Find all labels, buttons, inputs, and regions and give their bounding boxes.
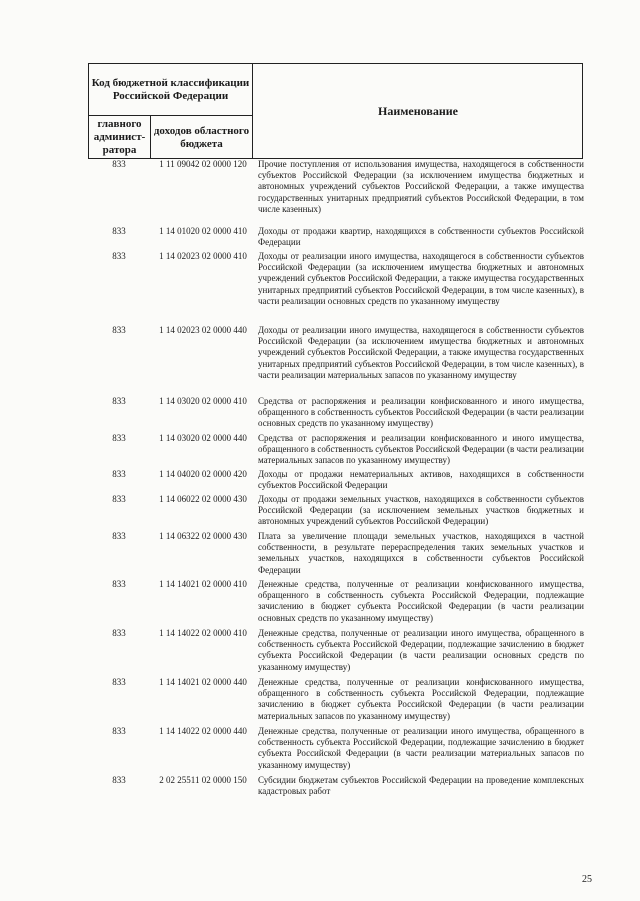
name-cell: Прочие поступления от использования имущества, находящегося в собственности субъектов Российской Федерации (за исключением имущества бюджетных и автономных учреждений субъектов Российской Федерации, а также имущества государственных унитарных предприятий субъектов Российской Федерации, в том числе казенных) bbox=[258, 159, 584, 214]
header-name-column: Наименование bbox=[378, 103, 458, 118]
table-body bbox=[88, 159, 586, 801]
table-row bbox=[88, 628, 586, 677]
name-cell: Доходы от реализации иного имущества, находящегося в собственности субъектов Российской Федерации (за исключением имущества бюджетных и автономных учреждений субъектов Российской Федерации, а также имущества государственных унитарных предприятий субъектов Российской Федерации, в том числе казенных), в части реализации материальных запасов по указанному имуществу bbox=[258, 325, 584, 380]
table-header bbox=[88, 63, 583, 159]
admin-code-cell: 833 bbox=[112, 531, 126, 541]
income-code-cell: 1 14 14022 02 0000 410 bbox=[159, 628, 247, 638]
income-code-cell: 1 14 14022 02 0000 440 bbox=[159, 726, 247, 736]
page-number: 25 bbox=[582, 874, 592, 885]
income-code-cell: 1 14 02023 02 0000 440 bbox=[159, 325, 247, 335]
income-code-cell: 1 14 14021 02 0000 440 bbox=[159, 677, 247, 687]
admin-code-cell: 833 bbox=[112, 325, 126, 335]
name-cell: Денежные средства, полученные от реализации конфискованного имущества, обращенного в собственность субъекта Российской Федерации, подлежащие зачислению в бюджет субъекта Российской Федерации (в части реализации основных средств по указанному имуществу) bbox=[258, 579, 584, 623]
admin-code-cell: 833 bbox=[112, 396, 126, 406]
admin-code-cell: 833 bbox=[112, 251, 126, 261]
header-admin-column: главного админист-ратора bbox=[89, 116, 151, 159]
name-cell: Средства от распоряжения и реализации конфискованного и иного имущества, обращенного в собственность субъектов Российской Федерации (в части реализации материальных запасов по указанному имуществу) bbox=[258, 433, 584, 466]
table-row bbox=[88, 251, 586, 325]
name-cell: Доходы от продажи нематериальных активов, находящихся в собственности субъектов Российской Федерации bbox=[258, 469, 584, 491]
income-code-cell: 1 14 01020 02 0000 410 bbox=[159, 226, 247, 236]
income-code-cell: 1 11 09042 02 0000 120 bbox=[159, 159, 247, 169]
name-cell: Доходы от продажи земельных участков, находящихся в собственности субъектов Российской Федерации (за исключением земельных участков бюджетных и автономных учреждений субъектов Российской Федерации) bbox=[258, 494, 584, 527]
table-row bbox=[88, 677, 586, 726]
income-code-cell: 1 14 04020 02 0000 420 bbox=[159, 469, 247, 479]
name-cell: Доходы от продажи квартир, находящихся в собственности субъектов Российской Федерации bbox=[258, 226, 584, 248]
table-row bbox=[88, 469, 586, 494]
header-code-group: Код бюджетной классификации Российской Федерации bbox=[89, 64, 253, 116]
table-row bbox=[88, 494, 586, 531]
admin-code-cell: 833 bbox=[112, 775, 126, 785]
name-cell: Денежные средства, полученные от реализации иного имущества, обращенного в собственность субъекта Российской Федерации, подлежащие зачислению в бюджет субъекта Российской Федерации (в части реализации основных средств по указанному имуществу) bbox=[258, 628, 584, 672]
income-code-cell: 1 14 03020 02 0000 440 bbox=[159, 433, 247, 443]
admin-code-cell: 833 bbox=[112, 677, 126, 687]
name-cell: Плата за увеличение площади земельных участков, находящихся в частной собственности, в результате перераспределения таких земельных участков и земельных участков, находящихся в собственности субъектов Российской Федерации bbox=[258, 531, 584, 575]
admin-code-cell: 833 bbox=[112, 469, 126, 479]
header-income-column: доходов областного бюджета bbox=[151, 116, 253, 159]
admin-code-cell: 833 bbox=[112, 494, 126, 504]
income-code-cell: 1 14 03020 02 0000 410 bbox=[159, 396, 247, 406]
table-row bbox=[88, 159, 586, 226]
name-cell: Субсидии бюджетам субъектов Российской Федерации на проведение комплексных кадастровых работ bbox=[258, 775, 584, 797]
income-code-cell: 1 14 06322 02 0000 430 bbox=[159, 531, 247, 541]
table-row bbox=[88, 579, 586, 628]
admin-code-cell: 833 bbox=[112, 579, 126, 589]
admin-code-cell: 833 bbox=[112, 159, 126, 169]
name-cell: Доходы от реализации иного имущества, находящегося в собственности субъектов Российской Федерации (за исключением имущества бюджетных и автономных учреждений субъектов Российской Федерации, а также имущества государственных унитарных предприятий субъектов Российской Федерации, в том числе казенных), в части реализации основных средств по указанному имуществу bbox=[258, 251, 584, 306]
name-cell: Денежные средства, полученные от реализации иного имущества, обращенного в собственность субъекта Российской Федерации, подлежащие зачислению в бюджет субъекта Российской Федерации (в части реализации материальных запасов по указанному имуществу) bbox=[258, 726, 584, 770]
table-row bbox=[88, 396, 586, 433]
income-code-cell: 1 14 14021 02 0000 410 bbox=[159, 579, 247, 589]
table-row bbox=[88, 531, 586, 579]
table-row bbox=[88, 726, 586, 775]
income-code-cell: 1 14 02023 02 0000 410 bbox=[159, 251, 247, 261]
name-cell: Средства от распоряжения и реализации конфискованного и иного имущества, обращенного в собственность субъектов Российской Федерации (в части реализации основных средств по указанному имуществу) bbox=[258, 396, 584, 429]
table-row bbox=[88, 325, 586, 396]
table-row bbox=[88, 775, 586, 801]
income-code-cell: 1 14 06022 02 0000 430 bbox=[159, 494, 247, 504]
table-row bbox=[88, 433, 586, 469]
admin-code-cell: 833 bbox=[112, 726, 126, 736]
income-code-cell: 2 02 25511 02 0000 150 bbox=[159, 775, 247, 785]
admin-code-cell: 833 bbox=[112, 628, 126, 638]
table-row bbox=[88, 226, 586, 251]
admin-code-cell: 833 bbox=[112, 433, 126, 443]
name-cell: Денежные средства, полученные от реализации конфискованного имущества, обращенного в собственность субъекта Российской Федерации, подлежащие зачислению в бюджет субъекта Российской Федерации (в части реализации материальных запасов по указанному имуществу) bbox=[258, 677, 584, 721]
admin-code-cell: 833 bbox=[112, 226, 126, 236]
